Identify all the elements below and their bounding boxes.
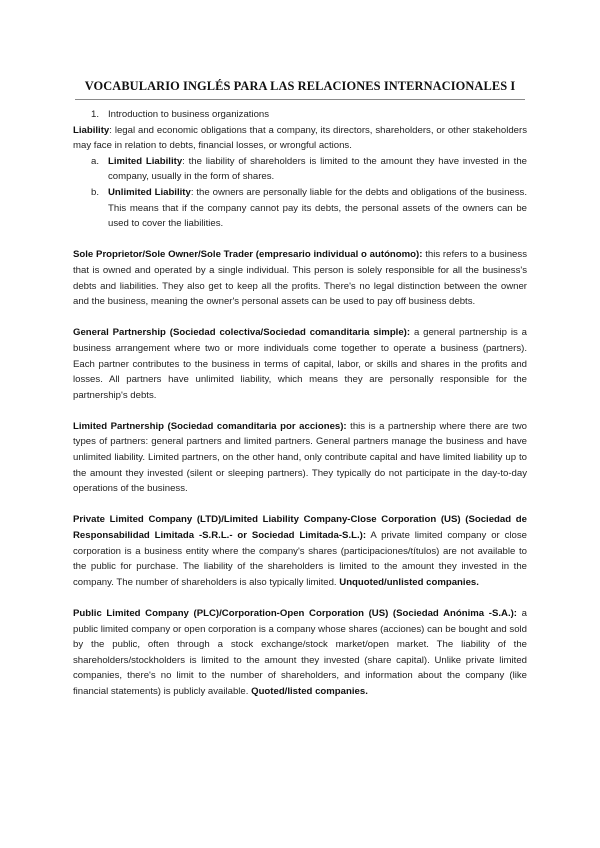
entry-general-partnership [73, 325, 527, 403]
title-divider [75, 99, 525, 100]
term: Limited Partnership (Sociedad comanditaria por acciones): [73, 420, 347, 432]
definition: A private limited company or close corporation is a business entity where the company's shares (participaciones/títulos) are not available to the public for purchase. The liability of the shareholders is limited to the amount they invested in the company. The number of shareholders is also typically limited. [73, 530, 527, 588]
term: Limited Liability [108, 155, 183, 167]
entry-private-limited-company [73, 512, 527, 590]
note: Unquoted/unlisted companies. [339, 576, 479, 588]
list-marker: b. [91, 186, 100, 198]
definition: a general partnership is a business arrangement where two or more individuals come together to operate a business (partners). Each partner contributes to the business in terms of capital, labor, or skills and shares in the profits and losses. All partners have unlimited liability, which means they are personally responsible for the partnership's debts. [73, 327, 527, 401]
definition: this is a partnership where there are two types of partners: general partners and limited partners. General partners manage the business and have unlimited liability. Limited partners, on the other hand, only contribute capital and have limited liability up to the amount they invested (silent or sleeping partners). They typically do not participate in the day-to-day operations of the business. [73, 420, 527, 495]
document-body [73, 107, 527, 700]
section-heading [73, 107, 527, 123]
term: General Partnership (Sociedad colectiva/Sociedad comanditaria simple): [73, 327, 411, 339]
definition: : legal and economic obligations that a company, its directors, shareholders, or other stakeholders may face in relation to debts, financial losses, or wrongful actions. [73, 124, 527, 152]
definition: : the liability of shareholders is limited to the amount they have invested in the company, usually in the form of shares. [108, 155, 527, 183]
entry-public-limited-company [73, 606, 527, 700]
definition: : the owners are personally liable for the debts and obligations of the business. This means that if the company cannot pay its debts, the personal assets of the owners can be used to cover the liabilities. [108, 186, 527, 230]
list-item-unlimited-liability [73, 185, 527, 232]
entry-sole-proprietor [73, 247, 527, 309]
term: Sole Proprietor/Sole Owner/Sole Trader (empresario individual o autónomo): [73, 249, 423, 261]
note: Quoted/listed companies. [251, 685, 368, 697]
definition: this refers to a business that is owned and operated by a single individual. This person is solely responsible for all the business's debts and liabilities. They also get to keep all the profits. There's no legal distinction between the owner and the business, meaning the owner's personal assets can be used to pay off business debts. [73, 249, 527, 308]
term: Public Limited Company (PLC)/Corporation-Open Corporation (US) (Sociedad Anónima -S.A.): [73, 608, 517, 619]
term: Liability [73, 124, 110, 136]
document-title: VOCABULARIO INGLÉS PARA LAS RELACIONES INTERNACIONALES I [84, 79, 516, 93]
term: Unlimited Liability [108, 186, 191, 198]
liability-definition [73, 123, 527, 154]
section-number: 1. [91, 109, 100, 120]
definition: a public limited company or open corporation is a company whose shares (acciones) can be bought and sold by the public, often through a stock exchange/stock market/open market. The liability of the shareholders/stockholders is limited to the amount they invested (share capital). Unlike private limited companies, there's no limit to the number of shareholders, and information about the company (like financial statements) is publicly available. [73, 608, 527, 697]
term: Private Limited Company (LTD)/Limited Liability Company-Close Corporation (US) (Sociedad de Responsabilidad Limitada -S.R.L.- or Sociedad Limitada-S.L.): [73, 514, 527, 542]
section-label: Introduction to business organizations [108, 109, 270, 120]
list-item-limited-liability [73, 154, 527, 185]
entry-limited-partnership [73, 419, 527, 497]
list-marker: a. [91, 155, 100, 167]
